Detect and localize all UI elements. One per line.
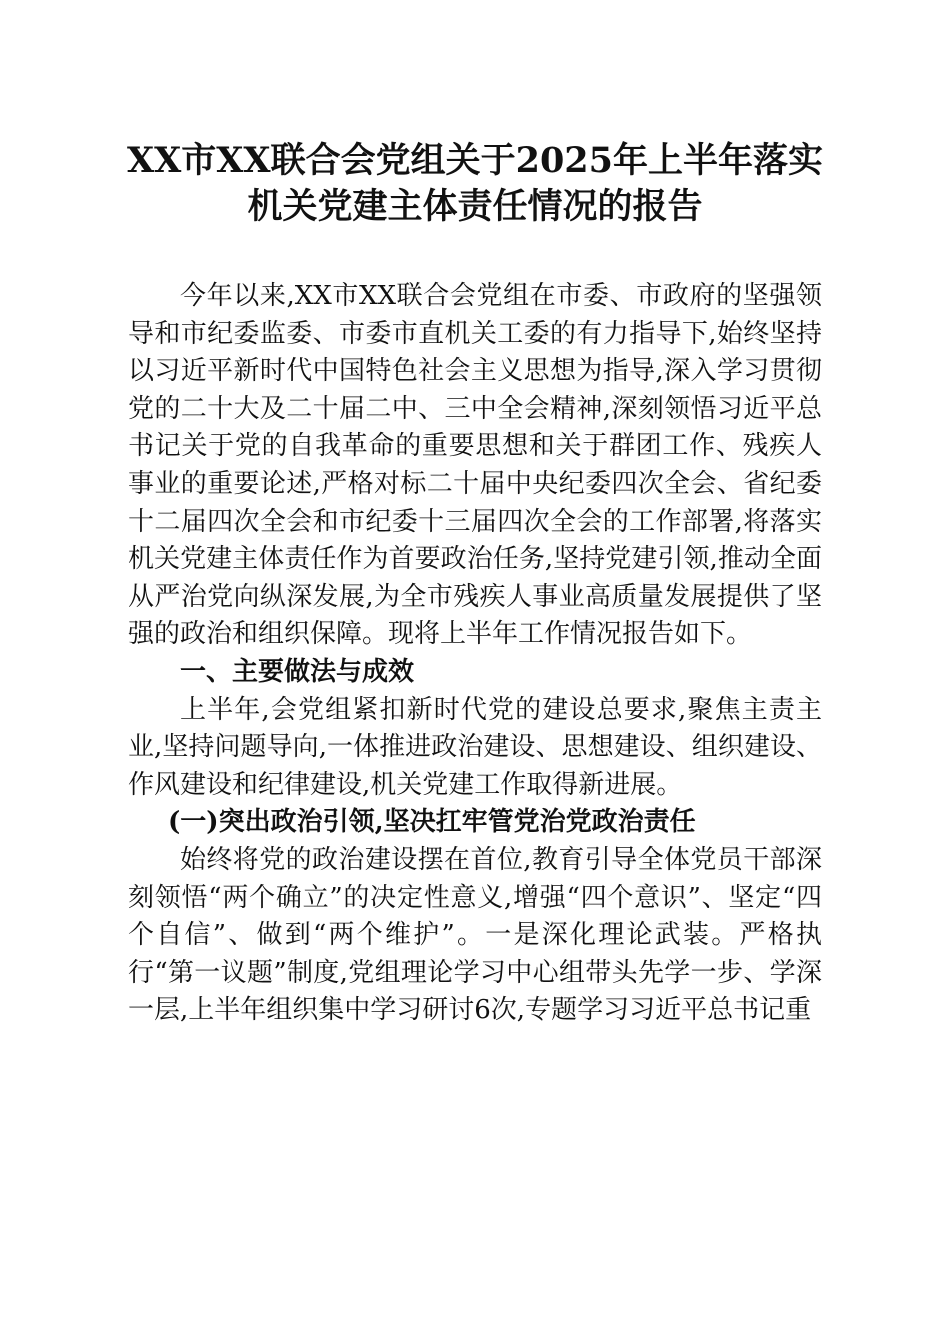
document-title: [80, 138, 870, 230]
subsection-heading: (一)突出政治引领,坚决扛牢管党治党政治责任: [168, 807, 696, 838]
title-line-1: XX市XX联合会党组关于2025年上半年落实: [126, 140, 824, 181]
section-heading: 一、主要做法与成效: [180, 656, 415, 687]
subsection-paragraph: 始终将党的政治建设摆在首位,教育引导全体党员干部深刻领悟“两个确立”的决定性意义,增强“四个意识”、坚定“四个自信”、做到“两个维护”。一是深化理论武装。严格执行“第一议题”制度,党组理论学习中心组带头先学一步、学深一层,上半年组织集中学习研讨6次,专题学习习近平总书记重: [128, 844, 822, 1026]
title-line-2: 机关党建主体责任情况的报告: [247, 186, 703, 227]
intro-paragraph: 今年以来,XX市XX联合会党组在市委、市政府的坚强领导和市纪委监委、市委市直机关工委的有力指导下,始终坚持以习近平新时代中国特色社会主义思想为指导,深入学习贯彻党的二十大及二十届二中、三中全会精神,深刻领悟习近平总书记关于党的自我革命的重要思想和关于群团工作、残疾人事业的重要论述,严格对标二十届中央纪委四次全会、省纪委十二届四次全会和市纪委十三届四次全会的工作部署,将落实机关党建主体责任作为首要政治任务,坚持党建引领,推动全面从严治党向纵深发展,为全市残疾人事业高质量发展提供了坚强的政治和组织保障。现将上半年工作情况报告如下。: [128, 281, 822, 650]
section-summary-paragraph: 上半年,会党组紧扣新时代党的建设总要求,聚焦主责主业,坚持问题导向,一体推进政治建设、思想建设、组织建设、作风建设和纪律建设,机关党建工作取得新进展。: [128, 694, 822, 800]
document-body: [128, 278, 822, 1030]
